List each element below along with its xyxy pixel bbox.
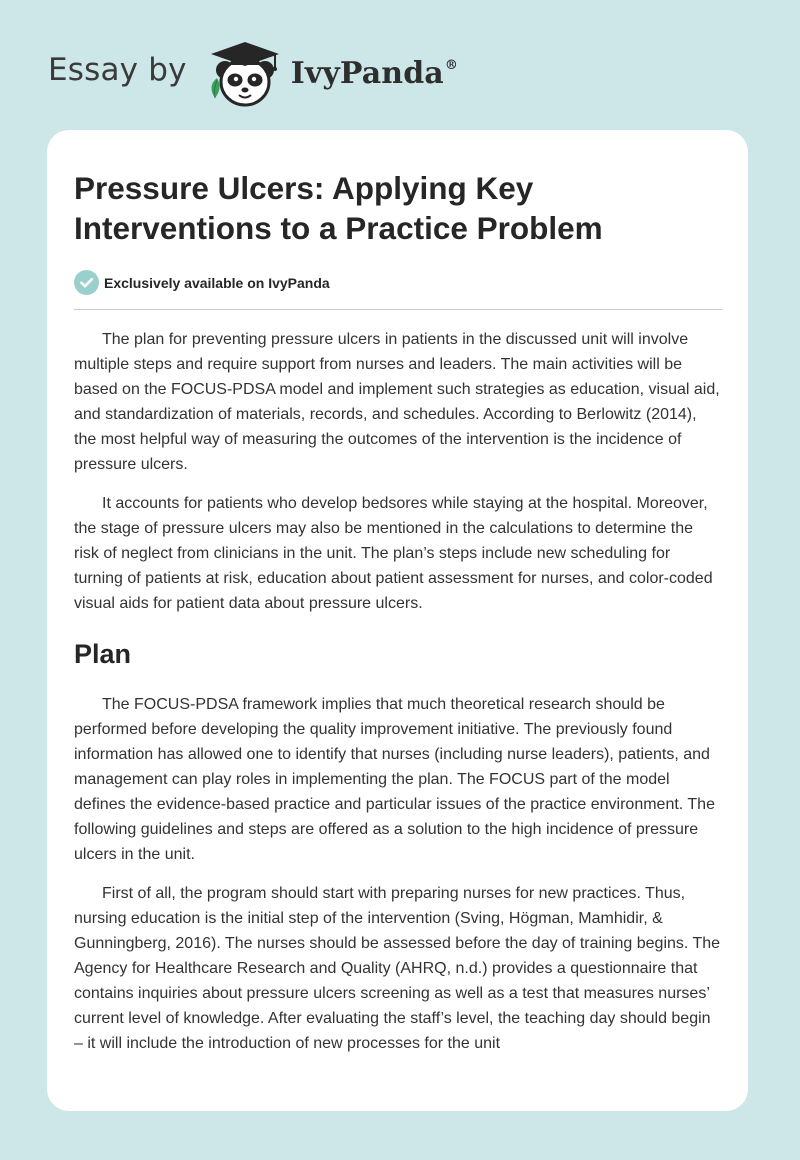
section-heading-plan: Plan (74, 639, 132, 669)
badge-text: Exclusively available on IvyPanda (104, 274, 330, 291)
paragraph: The plan for preventing pressure ulcers in patients in the discussed unit will involve multiple steps and require support from nurses and leaders. The main activities will be based on the FOCUS-PDSA model and implement such strategies as education, visual aid, and standardization of materials, records, and schedules. According to Berlowitz (2014), the most helpful way of measuring the outcomes of the intervention is the incidence of pressure ulcers. (74, 331, 720, 473)
check-circle-icon (74, 270, 99, 295)
paragraph: First of all, the program should start with preparing nurses for new practices. Thus, nursing education is the initial step of the intervention (Sving, Högman, Mamhidir, & Gunningberg, 2016). The nurses should be assessed before the day of training begins. The Agency for Healthcare Research and Quality (AHRQ, n.d.) provides a questionnaire that contains inquiries about pressure ulcers screening as well as a test that measures nurses’ current level of knowledge. After evaluating the staff’s level, the teaching day should begin – it will include the introduction of new processes for the unit (74, 885, 721, 1052)
page-title: Pressure Ulcers: Applying Key Interventions to a Practice Problem (74, 170, 603, 246)
paragraph: It accounts for patients who develop bedsores while staying at the hospital. Moreover, the stage of pressure ulcers may also be mentioned in the calculations to determine the risk of neglect from clinicians in the unit. The plan’s steps include new scheduling for turning of patients at risk, education about patient assessment for nurses, and color-coded visual aids for patient data about pressure ulcers. (74, 495, 713, 612)
trademark-mark: ® (444, 57, 458, 73)
brand-name[interactable] (291, 56, 458, 91)
divider (74, 309, 722, 310)
exclusive-badge (74, 270, 722, 295)
brand-name-text: IvyPanda (290, 55, 444, 91)
panda-graduate-icon[interactable] (203, 34, 287, 110)
essay-card (47, 130, 748, 1111)
brand-prefix: Essay by (48, 52, 187, 88)
site-header (48, 34, 458, 110)
paragraph: The FOCUS-PDSA framework implies that much theoretical research should be performed before developing the quality improvement initiative. The previously found information has allowed one to identify that nurses (including nurse leaders), patients, and management can play roles in implementing the plan. The FOCUS part of the model defines the evidence-based practice and particular issues of the practice environment. The following guidelines and steps are offered as a solution to the high incidence of pressure ulcers in the unit. (74, 696, 715, 863)
